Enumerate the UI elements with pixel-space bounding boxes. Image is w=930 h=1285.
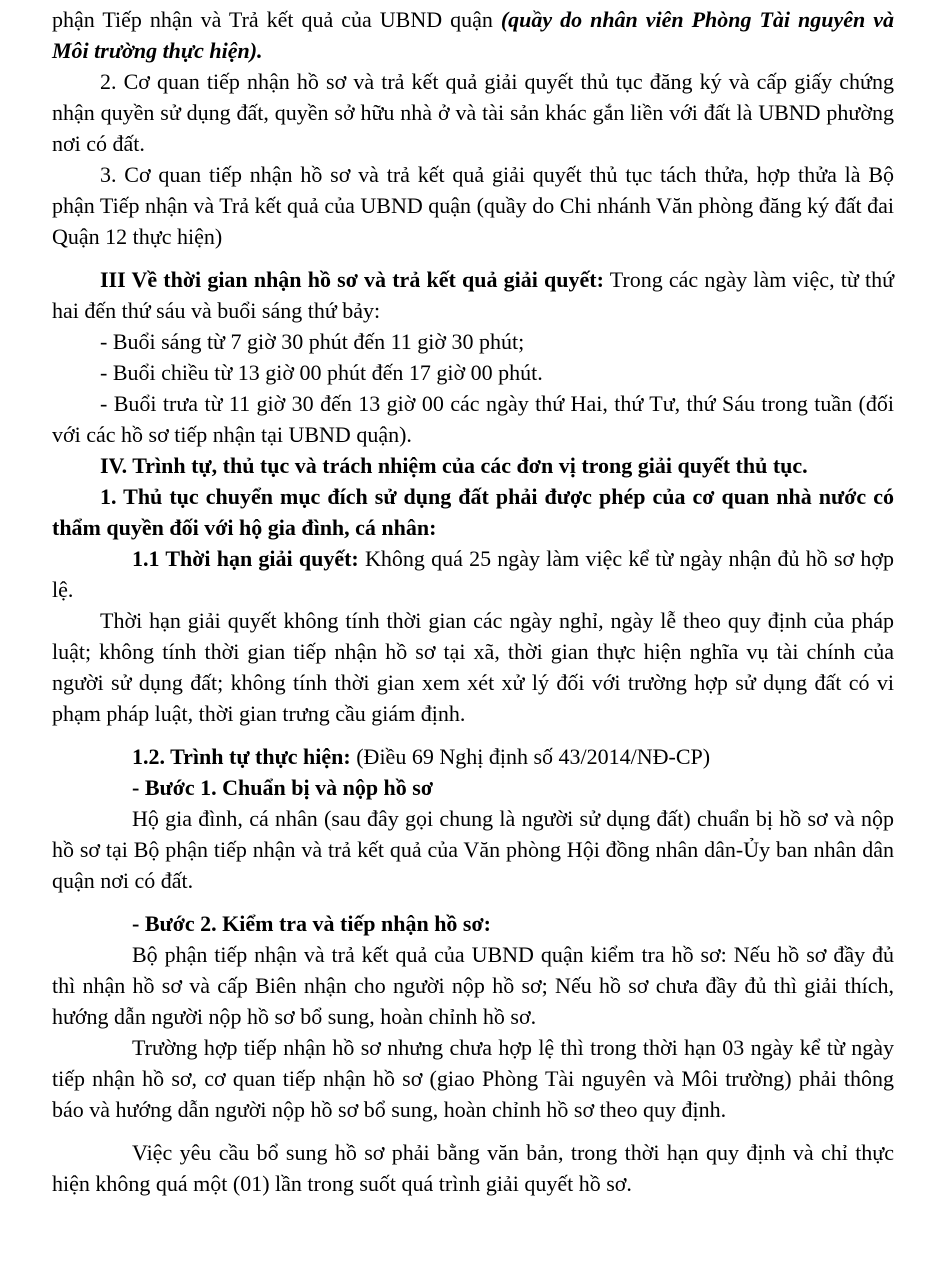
invalid-dossier-note: Trường hợp tiếp nhận hồ sơ nhưng chưa hợp lệ thì trong thời hạn 03 ngày kể từ ngày tiếp nhận hồ sơ, cơ quan tiếp nhận hồ sơ (giao Phòng Tài nguyên và Môi trường) phải thông báo và hướng dẫn người nộp hồ sơ bổ sung, hoàn chỉnh hồ sơ theo quy định. bbox=[52, 1035, 894, 1122]
section-iii-heading: III Về thời gian nhận hồ sơ và trả kết quả giải quyết: bbox=[100, 267, 604, 292]
step-1-body: Hộ gia đình, cá nhân (sau đây gọi chung là người sử dụng đất) chuẩn bị hồ sơ và nộp hồ sơ tại Bộ phận tiếp nhận và trả kết quả của Văn phòng Hội đồng nhân dân-Ủy ban nhân dân quận nơi có đất. bbox=[52, 806, 894, 893]
step-1-heading: - Bước 1. Chuẩn bị và nộp hồ sơ bbox=[132, 775, 434, 800]
subsection-1-2-heading: 1.2. Trình tự thực hiện: bbox=[132, 744, 351, 769]
paragraph-continuation: phận Tiếp nhận và Trả kết quả của UBND quận (quầy do nhân viên Phòng Tài nguyên và Môi trường thực hiện). bbox=[52, 7, 894, 63]
procedure-1-heading: 1. Thủ tục chuyển mục đích sử dụng đất phải được phép của cơ quan nhà nước có thẩm quyền đối với hộ gia đình, cá nhân: bbox=[52, 484, 894, 540]
step-2-body: Bộ phận tiếp nhận và trả kết quả của UBND quận kiểm tra hồ sơ: Nếu hồ sơ đầy đủ thì nhận hồ sơ và cấp Biên nhận cho người nộp hồ sơ; Nếu hồ sơ chưa đầy đủ thì giải thích, hướng dẫn người nộp hồ sơ bổ sung, hoàn chỉnh hồ sơ. bbox=[52, 942, 894, 1029]
morning-hours: - Buổi sáng từ 7 giờ 30 phút đến 11 giờ 30 phút; bbox=[100, 329, 525, 354]
subsection-1-1-heading: 1.1 Thời hạn giải quyết: bbox=[132, 546, 359, 571]
paragraph-item-3: 3. Cơ quan tiếp nhận hồ sơ và trả kết quả giải quyết thủ tục tách thửa, hợp thửa là Bộ phận Tiếp nhận và Trả kết quả của UBND quận (quầy do Chi nhánh Văn phòng đăng ký đất đai Quận 12 thực hiện) bbox=[52, 162, 894, 249]
paragraph-item-2: 2. Cơ quan tiếp nhận hồ sơ và trả kết quả giải quyết thủ tục đăng ký và cấp giấy chứng nhận quyền sử dụng đất, quyền sở hữu nhà ở và tài sản khác gắn liền với đất là UBND phường nơi có đất. bbox=[52, 69, 894, 156]
noon-hours: - Buổi trưa từ 11 giờ 30 đến 13 giờ 00 các ngày thứ Hai, thứ Tư, thứ Sáu trong tuần (đối với các hồ sơ tiếp nhận tại UBND quận). bbox=[52, 391, 894, 447]
subsection-1-2: 1.2. Trình tự thực hiện: (Điều 69 Nghị định số 43/2014/NĐ-CP) bbox=[132, 744, 711, 769]
section-iv-heading: IV. Trình tự, thủ tục và trách nhiệm của các đơn vị trong giải quyết thủ tục. bbox=[100, 453, 808, 478]
section-iii-paragraph: III Về thời gian nhận hồ sơ và trả kết quả giải quyết: Trong các ngày làm việc, từ thứ hai đến thứ sáu và buổi sáng thứ bảy: bbox=[52, 267, 894, 323]
supplement-request-note: Việc yêu cầu bổ sung hồ sơ phải bằng văn bản, trong thời hạn quy định và chỉ thực hiện không quá một (01) lần trong suốt quá trình giải quyết hồ sơ. bbox=[52, 1140, 894, 1196]
subsection-1-1: 1.1 Thời hạn giải quyết: Không quá 25 ngày làm việc kể từ ngày nhận đủ hồ sơ hợp lệ. bbox=[52, 546, 894, 602]
step-2-heading: - Bước 2. Kiểm tra và tiếp nhận hồ sơ: bbox=[132, 911, 492, 936]
afternoon-hours: - Buổi chiều từ 13 giờ 00 phút đến 17 giờ 00 phút. bbox=[100, 360, 543, 385]
counter-note: (quầy do nhân viên Phòng Tài nguyên và Môi trường thực hiện). bbox=[52, 7, 894, 63]
processing-time-note: Thời hạn giải quyết không tính thời gian các ngày nghỉ, ngày lễ theo quy định của pháp luật; không tính thời gian tiếp nhận hồ sơ tại xã, thời gian thực hiện nghĩa vụ tài chính của người sử dụng đất; không tính thời gian xem xét xử lý đối với trường hợp sử dụng đất có vi phạm pháp luật, thời gian trưng cầu giám định. bbox=[52, 608, 894, 726]
